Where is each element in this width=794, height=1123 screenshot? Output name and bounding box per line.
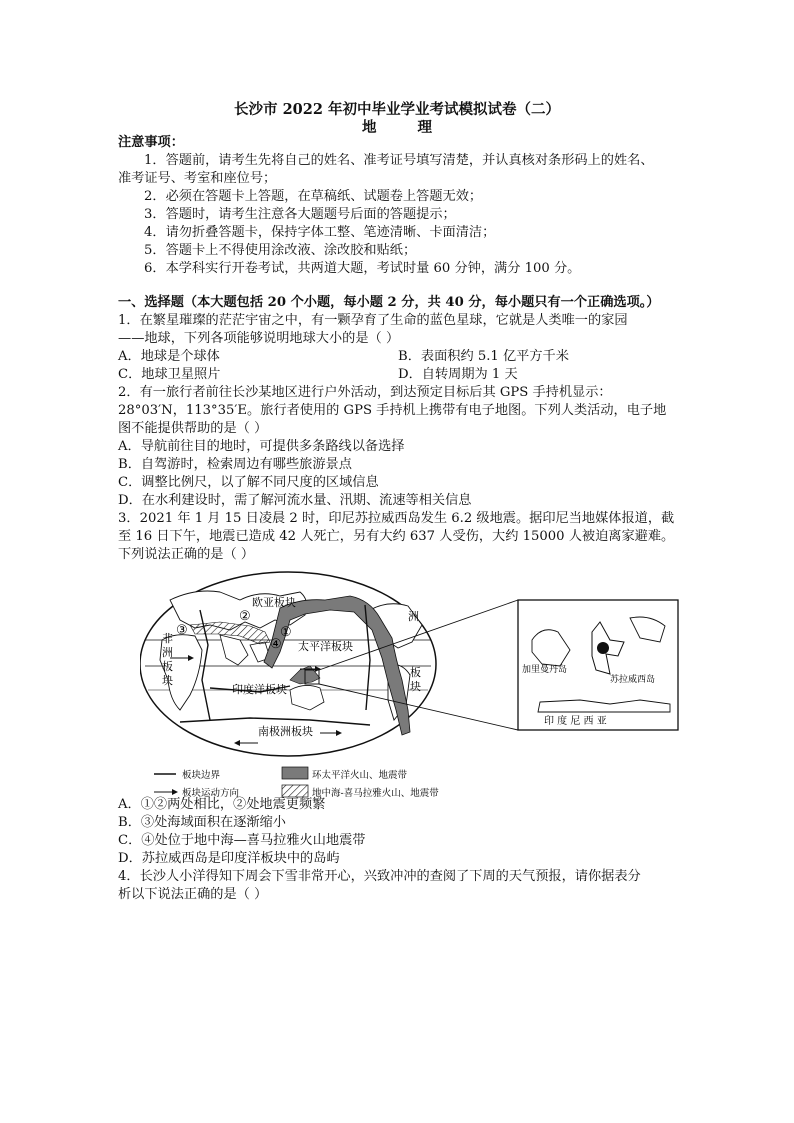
marker-2: ② bbox=[239, 609, 251, 624]
label-america-plate: 板 bbox=[410, 666, 421, 679]
marker-1: ① bbox=[280, 625, 292, 640]
notice-item: 3．答题时，请考生注意各大题题号后面的答题提示； bbox=[144, 207, 456, 222]
q4-stem: 4．长沙人小洋得知下周会下雪非常开心，兴致冲冲的查阅了下周的天气预报，请你据表分 bbox=[118, 869, 641, 884]
q2-option-a: A．导航前往目的地时，可提供多条路线以备选择 bbox=[118, 439, 405, 454]
q1-stem: ——地球，下列各项能够说明地球大小的是（ ） bbox=[118, 331, 400, 346]
q3-stem: 下列说法正确的是（ ） bbox=[118, 547, 255, 562]
label-africa-plate: 块 bbox=[162, 674, 173, 687]
q2-option-c: C．调整比例尺，以了解不同尺度的区域信息 bbox=[118, 475, 379, 490]
q2-option-d: D．在水利建设时，需了解河流水量、汛期、流速等相关信息 bbox=[118, 493, 472, 508]
notice-item: 2．必须在答题卡上答题，在草稿纸、试题卷上答题无效； bbox=[144, 189, 483, 204]
legend-pacific-belt: 环太平洋火山、地震带 bbox=[312, 770, 408, 781]
notice-item: 1．答题前，请考生先将自己的姓名、准考证号填写清楚，并认真核对条形码上的姓名、 bbox=[144, 153, 654, 168]
legend-med-belt: 地中海-喜马拉雅火山、地震带 bbox=[312, 788, 439, 799]
label-antarctic-plate: 南极洲板块 bbox=[258, 725, 313, 738]
q3-stem: 3．2021 年 1 月 15 日凌晨 2 时，印尼苏拉威西岛发生 6.2 级地震。据印尼当地媒体报道，截 bbox=[118, 511, 675, 526]
q4-stem: 析以下说法正确的是（ ） bbox=[118, 887, 268, 902]
q1-option-c: C．地球卫星照片 bbox=[118, 367, 221, 382]
label-sulawesi: 苏拉威西岛 bbox=[610, 675, 656, 685]
notice-item: 准考证号、考室和座位号； bbox=[118, 171, 277, 186]
label-indonesia: 印 度 尼 西 亚 bbox=[544, 716, 607, 727]
map-legend bbox=[154, 767, 439, 799]
exam-subject: 地 理 bbox=[361, 119, 451, 136]
plate-map-figure bbox=[140, 570, 680, 800]
legend-motion: 板块运动方向 bbox=[182, 788, 240, 799]
notice-item: 6．本学科实行开卷考试，共两道大题，考试时量 60 分钟，满分 100 分。 bbox=[144, 261, 581, 276]
epicenter-marker bbox=[597, 642, 609, 654]
label-indian-plate: 印度洋板块 bbox=[232, 683, 287, 696]
label-kalimantan: 加里曼丹岛 bbox=[522, 665, 568, 675]
section-heading: 一、选择题（本大题包括 20 个小题，每小题 2 分，共 40 分，每小题只有一个正确选项。） bbox=[118, 295, 660, 310]
label-africa-plate: 洲 bbox=[162, 646, 173, 659]
q3-stem: 至 16 日下午，地震已造成 42 人死亡，另有大约 637 人受伤，大约 15000 人被迫离家避难。 bbox=[118, 529, 675, 544]
q1-option-a: A．地球是个球体 bbox=[118, 349, 220, 364]
q3-option-d: D．苏拉威西岛是印度洋板块中的岛屿 bbox=[118, 851, 340, 866]
label-america-plate: 块 bbox=[410, 680, 421, 693]
exam-title: 长沙市 2022 年初中毕业学业考试模拟试卷（二） bbox=[234, 101, 560, 118]
q3-option-b: B．③处海域面积在逐渐缩小 bbox=[118, 815, 286, 830]
label-eurasia-plate: 欧亚板块 bbox=[252, 596, 296, 609]
q1-option-b: B．表面积约 5.1 亿平方千米 bbox=[398, 349, 569, 364]
marker-3: ③ bbox=[176, 623, 188, 638]
label-america-plate: 洲 bbox=[408, 610, 419, 623]
q2-stem: 2．有一旅行者前往长沙某地区进行户外活动，到达预定目标后其 GPS 手持机显示： bbox=[118, 385, 612, 400]
label-pacific-plate: 太平洋板块 bbox=[298, 640, 353, 653]
label-africa-plate: 板 bbox=[162, 660, 173, 673]
q3-option-c: C．④处位于地中海—喜马拉雅火山地震带 bbox=[118, 833, 366, 848]
notice-heading: 注意事项： bbox=[118, 135, 184, 150]
q2-stem: 28°03′N，113°35′E。旅行者使用的 GPS 手持机上携带有电子地图。下列人类活动，电子地 bbox=[118, 403, 667, 418]
q1-stem: 1．在繁星璀璨的茫茫宇宙之中，有一颗孕育了生命的蓝色星球，它就是人类唯一的家园 bbox=[118, 313, 628, 328]
q2-option-b: B．自驾游时，检索周边有哪些旅游景点 bbox=[118, 457, 352, 472]
notice-item: 4．请勿折叠答题卡，保持字体工整、笔迹清晰、卡面清洁； bbox=[144, 225, 496, 240]
marker-4: ④ bbox=[270, 637, 282, 652]
q1-option-d: D．自转周期为 1 天 bbox=[398, 367, 518, 382]
label-africa-plate: 非 bbox=[162, 632, 173, 645]
q2-stem: 图不能提供帮助的是（ ） bbox=[118, 421, 268, 436]
q3-option-a: A．①②两处相比，②处地震更频繁 bbox=[118, 797, 326, 812]
notice-item: 5．答题卡上不得使用涂改液、涂改胶和贴纸； bbox=[144, 243, 417, 258]
legend-boundary: 板块边界 bbox=[182, 770, 221, 781]
